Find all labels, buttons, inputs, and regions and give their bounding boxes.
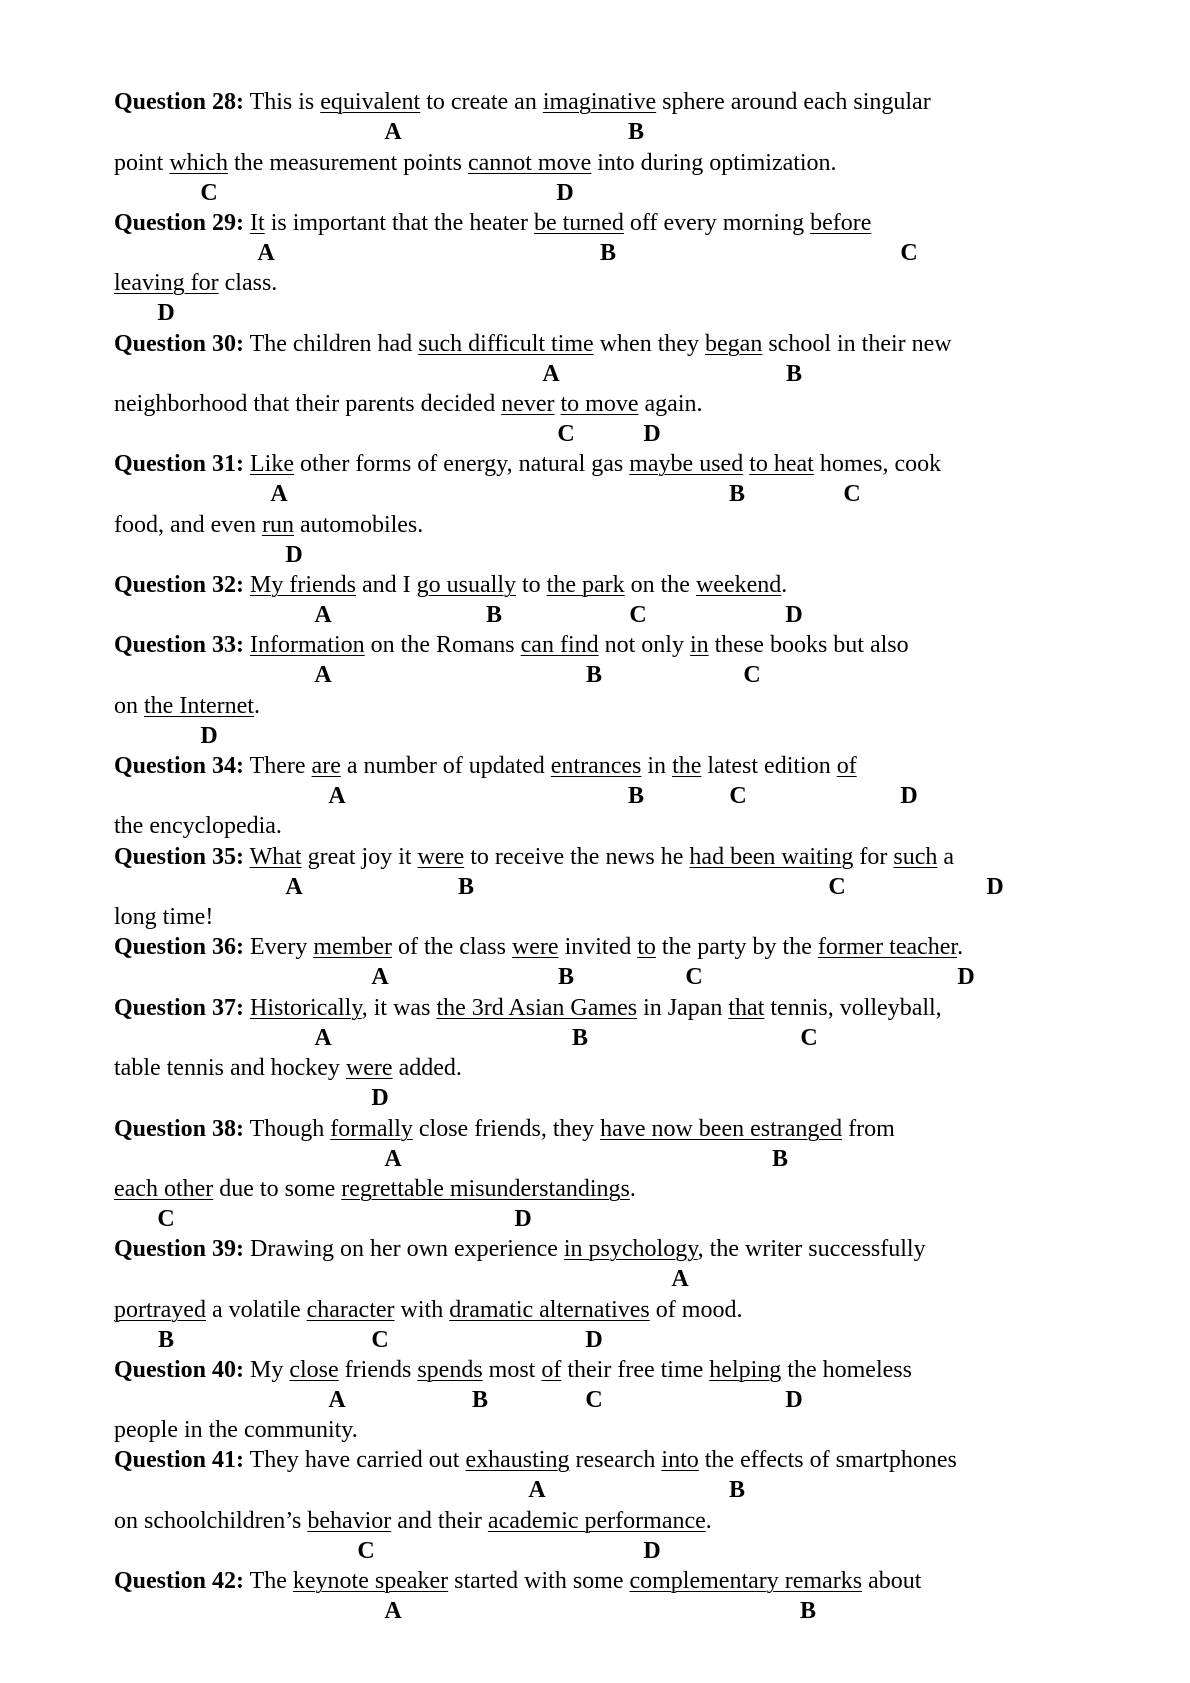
answer-letter: B [571, 1025, 589, 1051]
question-label: Question 29: [114, 210, 245, 236]
text-segment: for [853, 844, 894, 870]
answer-letter: B [485, 602, 503, 628]
question-label: Question 28: [114, 89, 245, 115]
answer-letters-row [0, 1264, 1190, 1294]
answer-letter: C [371, 1327, 389, 1353]
answer-letter: D [643, 421, 661, 447]
question-label: Question 35: [114, 844, 245, 870]
underlined-option: helping [709, 1357, 782, 1383]
underlined-option: Like [250, 451, 294, 477]
text-segment: . [705, 1508, 712, 1534]
underlined-option: have now been estranged [600, 1116, 843, 1142]
answer-letters-row [0, 238, 1190, 268]
question-label: Question 37: [114, 995, 245, 1021]
answer-letter: B [471, 1387, 489, 1413]
question-label: Question 40: [114, 1357, 245, 1383]
underlined-option: never [501, 391, 555, 417]
underlined-option: entrances [550, 753, 642, 779]
text-segment: , it was [361, 995, 437, 1021]
answer-letter: C [743, 662, 761, 688]
answer-letter: B [785, 361, 803, 387]
underlined-option: such difficult time [418, 331, 594, 357]
underlined-option: which [169, 150, 228, 176]
underlined-option: to move [560, 391, 639, 417]
text-segment: not only [598, 632, 690, 658]
answer-letter: A [314, 1025, 332, 1051]
text-segment: neighborhood that their parents decided [114, 391, 502, 417]
question-text-line [114, 510, 423, 540]
question-text-line [114, 268, 277, 298]
text-segment: friends [338, 1357, 418, 1383]
answer-letters-row [0, 419, 1190, 449]
answer-letter: D [900, 783, 918, 809]
text-segment: . [253, 693, 260, 719]
answer-letter: A [371, 964, 389, 990]
underlined-option: former teacher [817, 934, 958, 960]
underlined-option: What [249, 844, 302, 870]
text-segment: the party by the [655, 934, 818, 960]
question-text-line [114, 751, 857, 781]
question-text-line [114, 1445, 957, 1475]
answer-letter: A [257, 240, 275, 266]
underlined-option: run [261, 512, 294, 538]
text-segment: to create an [420, 89, 543, 115]
answer-letters-row [0, 781, 1190, 811]
underlined-option: to [637, 934, 656, 960]
text-segment: latest edition [701, 753, 837, 779]
answer-letters-row [0, 178, 1190, 208]
text-segment: the measurement points [228, 150, 468, 176]
underlined-option: began [705, 331, 763, 357]
question-text-line [114, 148, 837, 178]
answer-letters-row [0, 1385, 1190, 1415]
text-segment: off every morning [623, 210, 811, 236]
text-segment: point [114, 150, 170, 176]
answer-letter: D [957, 964, 975, 990]
underlined-option: formally [330, 1116, 413, 1142]
answer-letters-row [0, 359, 1190, 389]
question-text-line [114, 842, 954, 872]
answer-letter: C [200, 180, 218, 206]
answer-letter: A [384, 119, 402, 145]
answer-letters-row [0, 962, 1190, 992]
underlined-option: can find [520, 632, 599, 658]
text-segment: Every [244, 934, 314, 960]
answer-letters-row [0, 872, 1190, 902]
answer-letter: D [986, 874, 1004, 900]
underlined-option: go usually [416, 572, 516, 598]
underlined-option: My friends [250, 572, 356, 598]
question-label: Question 36: [114, 934, 245, 960]
underlined-option: that [728, 995, 765, 1021]
text-segment: . [781, 572, 788, 598]
question-text-line [114, 1566, 921, 1596]
answer-letter: A [314, 662, 332, 688]
text-segment: is important that the heater [264, 210, 534, 236]
underlined-option: the park [546, 572, 625, 598]
question-text-line [114, 208, 871, 238]
answer-letters-row [0, 1475, 1190, 1505]
answer-letters-row [0, 1083, 1190, 1113]
text-segment: close friends, they [412, 1116, 601, 1142]
text-segment: table tennis and hockey [114, 1055, 346, 1081]
text-segment: They have carried out [244, 1447, 466, 1473]
underlined-option: character [306, 1297, 395, 1323]
text-segment: again. [638, 391, 703, 417]
text-segment: on schoolchildren’s [114, 1508, 308, 1534]
underlined-option: maybe used [629, 451, 744, 477]
answer-letter: A [328, 783, 346, 809]
text-segment: into during optimization. [591, 150, 837, 176]
underlined-option: regrettable misunderstandings [341, 1176, 630, 1202]
text-segment: . [957, 934, 964, 960]
answer-letter: D [785, 1387, 803, 1413]
underlined-option: to heat [749, 451, 814, 477]
question-text-line [114, 1174, 636, 1204]
answer-letter: C [685, 964, 703, 990]
text-segment: of the class [391, 934, 512, 960]
text-segment: food, and even [114, 512, 262, 538]
underlined-option: cannot move [467, 150, 592, 176]
text-segment: these books but also [708, 632, 909, 658]
text-segment: on the [624, 572, 696, 598]
answer-letters-row [0, 1325, 1190, 1355]
answer-letters-row [0, 660, 1190, 690]
underlined-option: of [541, 1357, 562, 1383]
question-label: Question 32: [114, 572, 245, 598]
answer-letter: A [314, 602, 332, 628]
question-text-line [114, 691, 260, 721]
text-segment: This is [244, 89, 321, 115]
underlined-option: behavior [307, 1508, 392, 1534]
text-segment: a [937, 844, 955, 870]
answer-letters-row [0, 540, 1190, 570]
text-segment: of mood. [649, 1297, 743, 1323]
answer-letter: A [671, 1266, 689, 1292]
text-segment: most [482, 1357, 542, 1383]
answer-letter: D [514, 1206, 532, 1232]
question-label: Question 42: [114, 1568, 245, 1594]
question-text-line [114, 1415, 358, 1445]
answer-letter: C [629, 602, 647, 628]
answer-letters-row [0, 298, 1190, 328]
text-segment: great joy it [301, 844, 418, 870]
text-segment: in [641, 753, 673, 779]
answer-letter: B [771, 1146, 789, 1172]
text-segment: There [244, 753, 312, 779]
text-segment: class. [218, 270, 278, 296]
answer-letter: A [270, 481, 288, 507]
answer-letter: D [556, 180, 574, 206]
underlined-option: are [311, 753, 341, 779]
underlined-option: Historically [250, 995, 362, 1021]
text-segment: to [515, 572, 547, 598]
answer-letter: D [371, 1085, 389, 1111]
answer-letter: C [357, 1538, 375, 1564]
text-segment: The children had [244, 331, 419, 357]
underlined-option: into [661, 1447, 699, 1473]
underlined-option: had been waiting [689, 844, 854, 870]
underlined-option: of [836, 753, 857, 779]
underlined-option: be turned [533, 210, 624, 236]
answer-letters-row [0, 1023, 1190, 1053]
underlined-option: academic performance [487, 1508, 706, 1534]
answer-letter: B [557, 964, 575, 990]
answer-letter: A [328, 1387, 346, 1413]
answer-letter: D [200, 723, 218, 749]
underlined-option: exhausting [465, 1447, 570, 1473]
answer-letters-row [0, 1596, 1190, 1626]
answer-letter: C [557, 421, 575, 447]
underlined-option: the 3rd Asian Games [436, 995, 638, 1021]
answer-letter: C [729, 783, 747, 809]
text-segment: long time! [114, 904, 214, 930]
underlined-option: equivalent [320, 89, 421, 115]
answer-letter: B [728, 1477, 746, 1503]
question-text-line [114, 1355, 912, 1385]
underlined-option: in psychology [563, 1236, 698, 1262]
answer-letters-row [0, 1144, 1190, 1174]
text-segment: sphere around each singular [656, 89, 931, 115]
question-text-line [114, 1234, 926, 1264]
text-segment: Though [244, 1116, 331, 1142]
underlined-option: such [893, 844, 938, 870]
underlined-option: each other [114, 1176, 214, 1202]
underlined-option: in [689, 632, 709, 658]
answer-letter: B [157, 1327, 175, 1353]
text-segment: the effects of smartphones [698, 1447, 957, 1473]
text-segment: started with some [448, 1568, 630, 1594]
answer-letter: B [457, 874, 475, 900]
question-label: Question 30: [114, 331, 245, 357]
text-segment: from [842, 1116, 895, 1142]
question-label: Question 38: [114, 1116, 245, 1142]
answer-letter: C [828, 874, 846, 900]
answer-letters-row [0, 117, 1190, 147]
answer-letter: C [585, 1387, 603, 1413]
question-label: Question 31: [114, 451, 245, 477]
answer-letter: D [157, 300, 175, 326]
text-segment: and their [391, 1508, 488, 1534]
question-text-line [114, 630, 909, 660]
question-text-line [114, 87, 931, 117]
text-segment: on the Romans [364, 632, 521, 658]
answer-letter: B [585, 662, 603, 688]
answer-letter: B [627, 119, 645, 145]
underlined-option: before [810, 210, 872, 236]
text-segment: people in the community. [114, 1417, 358, 1443]
question-text-line [114, 932, 963, 962]
question-text-line [114, 902, 213, 932]
question-text-line [114, 1506, 712, 1536]
question-text-line [114, 570, 787, 600]
answer-letters-row [0, 1204, 1190, 1234]
answer-letter: A [528, 1477, 546, 1503]
question-text-line [114, 1114, 895, 1144]
text-segment: The [244, 1568, 293, 1594]
text-segment: a volatile [205, 1297, 307, 1323]
text-segment: the encyclopedia. [114, 813, 282, 839]
question-label: Question 33: [114, 632, 245, 658]
underlined-option: imaginative [542, 89, 657, 115]
answer-letter: A [542, 361, 560, 387]
underlined-option: were [345, 1055, 393, 1081]
answer-letter: D [585, 1327, 603, 1353]
text-segment: tennis, volleyball, [764, 995, 942, 1021]
answer-letter: D [785, 602, 803, 628]
underlined-option: the [672, 753, 702, 779]
text-segment: their free time [561, 1357, 710, 1383]
answer-letter: C [900, 240, 918, 266]
text-segment: other forms of energy, natural gas [294, 451, 630, 477]
text-segment: about [862, 1568, 922, 1594]
text-segment: , the writer successfully [697, 1236, 926, 1262]
question-label: Question 41: [114, 1447, 245, 1473]
answer-letters-row [0, 479, 1190, 509]
question-text-line [114, 389, 703, 419]
underlined-option: weekend [695, 572, 782, 598]
text-segment: due to some [213, 1176, 342, 1202]
underlined-option: keynote speaker [292, 1568, 449, 1594]
question-text-line [114, 449, 941, 479]
question-text-line [114, 811, 282, 841]
text-segment: My [244, 1357, 290, 1383]
underlined-option: It [250, 210, 265, 236]
question-text-line [114, 1053, 462, 1083]
underlined-option: Information [250, 632, 365, 658]
question-text-line [114, 1295, 742, 1325]
text-segment: research [569, 1447, 662, 1473]
answer-letter: B [728, 481, 746, 507]
underlined-option: spends [417, 1357, 483, 1383]
underlined-option: were [417, 844, 465, 870]
underlined-option: dramatic alternatives [449, 1297, 650, 1323]
answer-letter: A [384, 1598, 402, 1624]
text-segment: with [394, 1297, 450, 1323]
answer-letter: B [599, 240, 617, 266]
answer-letter: B [627, 783, 645, 809]
answer-letter: C [800, 1025, 818, 1051]
underlined-option: leaving for [114, 270, 219, 296]
answer-letter: C [843, 481, 861, 507]
text-segment: the homeless [781, 1357, 912, 1383]
answer-letter: D [285, 542, 303, 568]
underlined-option: member [313, 934, 392, 960]
text-segment: homes, cook [813, 451, 942, 477]
text-segment: school in their new [762, 331, 952, 357]
question-text-line [114, 329, 952, 359]
text-segment: when they [593, 331, 706, 357]
answer-letters-row [0, 600, 1190, 630]
underlined-option: the Internet [144, 693, 254, 719]
answer-letter: A [384, 1146, 402, 1172]
text-segment: Drawing on her own experience [244, 1236, 564, 1262]
answer-letter: B [799, 1598, 817, 1624]
text-segment: on [114, 693, 144, 719]
answer-letters-row [0, 1536, 1190, 1566]
underlined-option: close [289, 1357, 339, 1383]
text-segment: a number of updated [340, 753, 551, 779]
question-label: Question 34: [114, 753, 245, 779]
answer-letter: C [157, 1206, 175, 1232]
text-segment: . [629, 1176, 636, 1202]
text-segment: added. [392, 1055, 462, 1081]
text-segment: automobiles. [293, 512, 424, 538]
answer-letters-row [0, 721, 1190, 751]
text-segment: invited [558, 934, 638, 960]
text-segment: and I [356, 572, 417, 598]
question-text-line [114, 993, 942, 1023]
underlined-option: portrayed [114, 1297, 206, 1323]
text-segment: in Japan [637, 995, 729, 1021]
text-segment: to receive the news he [464, 844, 690, 870]
answer-letter: A [285, 874, 303, 900]
underlined-option: were [511, 934, 559, 960]
answer-letter: D [643, 1538, 661, 1564]
underlined-option: complementary remarks [629, 1568, 863, 1594]
question-label: Question 39: [114, 1236, 245, 1262]
